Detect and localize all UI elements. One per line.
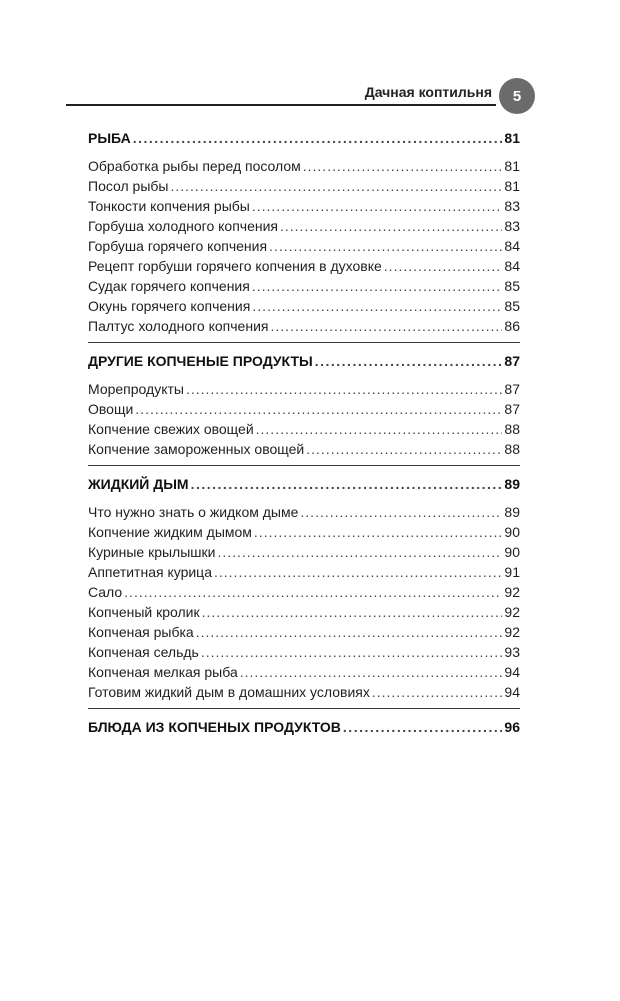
toc-entry[interactable] — [88, 582, 520, 602]
toc-entry[interactable] — [88, 602, 520, 622]
entry-page-number: 92 — [504, 584, 520, 600]
page-number-badge: 5 — [499, 78, 535, 114]
toc-section — [88, 466, 520, 709]
section-page-number: 87 — [504, 353, 520, 369]
section-page-number: 96 — [504, 719, 520, 735]
entry-title: Горбуша горячего копчения — [88, 238, 268, 254]
toc-section — [88, 126, 520, 343]
dot-leader — [214, 562, 502, 582]
toc-entry[interactable] — [88, 256, 520, 276]
toc-entry[interactable] — [88, 176, 520, 196]
toc-entry[interactable] — [88, 236, 520, 256]
dot-leader — [201, 642, 503, 662]
toc-section-heading[interactable] — [88, 126, 520, 150]
dot-leader — [254, 522, 503, 542]
toc-entry[interactable] — [88, 296, 520, 316]
dot-leader — [124, 582, 502, 602]
entry-title: Копченый кролик — [88, 604, 200, 620]
entry-page-number: 86 — [504, 318, 520, 334]
header-rule — [66, 104, 496, 106]
section-page-number: 81 — [504, 130, 520, 146]
dot-leader — [186, 379, 502, 399]
entry-title: Копчение замороженных овощей — [88, 441, 305, 457]
dot-leader — [252, 276, 503, 296]
entry-title: Сало — [88, 584, 123, 600]
dot-leader — [240, 662, 503, 682]
toc-entry[interactable] — [88, 542, 520, 562]
section-page-number: 89 — [504, 476, 520, 492]
entry-page-number: 81 — [504, 178, 520, 194]
entry-title: Окунь горячего копчения — [88, 298, 251, 314]
toc-section — [88, 343, 520, 466]
entry-page-number: 92 — [504, 624, 520, 640]
dot-leader — [170, 176, 502, 196]
entry-title: Аппетитная курица — [88, 564, 212, 580]
running-header — [66, 80, 536, 106]
dot-leader — [372, 682, 503, 702]
toc-entry[interactable] — [88, 502, 520, 522]
entry-title: Палтус холодного копчения — [88, 318, 269, 334]
entry-page-number: 83 — [504, 218, 520, 234]
toc-entry[interactable] — [88, 682, 520, 702]
toc-entry[interactable] — [88, 439, 520, 459]
entry-page-number: 83 — [504, 198, 520, 214]
entry-title: Тонкости копчения рыбы — [88, 198, 250, 214]
entry-page-number: 94 — [504, 664, 520, 680]
table-of-contents — [88, 126, 520, 739]
entry-page-number: 84 — [504, 238, 520, 254]
entry-page-number: 88 — [504, 441, 520, 457]
entry-page-number: 91 — [504, 564, 520, 580]
entry-title: Копчение жидким дымом — [88, 524, 252, 540]
dot-leader — [135, 399, 502, 419]
toc-entry[interactable] — [88, 316, 520, 336]
entry-page-number: 84 — [504, 258, 520, 274]
dot-leader — [256, 419, 503, 439]
section-title: БЛЮДА ИЗ КОПЧЕНЫХ ПРОДУКТОВ — [88, 719, 341, 735]
section-title: ДРУГИЕ КОПЧЕНЫЕ ПРОДУКТЫ — [88, 353, 313, 369]
dot-leader — [269, 236, 502, 256]
dot-leader — [303, 156, 503, 176]
entry-title: Горбуша холодного копчения — [88, 218, 278, 234]
dot-leader — [202, 602, 503, 622]
section-title: РЫБА — [88, 130, 131, 146]
toc-entry[interactable] — [88, 399, 520, 419]
toc-entry[interactable] — [88, 379, 520, 399]
toc-entry[interactable] — [88, 276, 520, 296]
entry-page-number: 94 — [504, 684, 520, 700]
toc-entry[interactable] — [88, 216, 520, 236]
toc-entry[interactable] — [88, 662, 520, 682]
toc-section — [88, 709, 520, 739]
entry-page-number: 87 — [504, 381, 520, 397]
dot-leader — [191, 472, 503, 496]
entry-page-number: 90 — [504, 544, 520, 560]
toc-entry[interactable] — [88, 156, 520, 176]
entry-title: Что нужно знать о жидком дыме — [88, 504, 299, 520]
dot-leader — [217, 542, 502, 562]
entry-page-number: 87 — [504, 401, 520, 417]
entry-title: Копченая мелкая рыба — [88, 664, 238, 680]
dot-leader — [343, 715, 503, 739]
toc-entry[interactable] — [88, 196, 520, 216]
toc-section-heading[interactable] — [88, 715, 520, 739]
entry-page-number: 85 — [504, 298, 520, 314]
entry-title: Овощи — [88, 401, 134, 417]
dot-leader — [315, 349, 503, 373]
toc-section-heading[interactable] — [88, 472, 520, 496]
entry-title: Судак горячего копчения — [88, 278, 250, 294]
dot-leader — [252, 296, 502, 316]
section-title: ЖИДКИЙ ДЫМ — [88, 476, 189, 492]
toc-entry[interactable] — [88, 622, 520, 642]
dot-leader — [306, 439, 502, 459]
entry-title: Обработка рыбы перед посолом — [88, 158, 301, 174]
entry-page-number: 88 — [504, 421, 520, 437]
dot-leader — [280, 216, 502, 236]
entry-title: Куриные крылышки — [88, 544, 216, 560]
entry-page-number: 89 — [504, 504, 520, 520]
entry-title: Рецепт горбуши горячего копчения в духовке — [88, 258, 382, 274]
entry-title: Копченая рыбка — [88, 624, 194, 640]
dot-leader — [196, 622, 503, 642]
dot-leader — [252, 196, 503, 216]
entry-title: Посол рыбы — [88, 178, 169, 194]
entry-page-number: 85 — [504, 278, 520, 294]
dot-leader — [300, 502, 502, 522]
toc-entry[interactable] — [88, 419, 520, 439]
dot-leader — [270, 316, 502, 336]
running-header-title: Дачная коптильня — [364, 84, 492, 100]
toc-entry[interactable] — [88, 642, 520, 662]
entry-page-number: 81 — [504, 158, 520, 174]
toc-entry[interactable] — [88, 562, 520, 582]
toc-entry[interactable] — [88, 522, 520, 542]
entry-page-number: 92 — [504, 604, 520, 620]
dot-leader — [133, 126, 503, 150]
entry-title: Копчение свежих овощей — [88, 421, 254, 437]
entry-title: Морепродукты — [88, 381, 184, 397]
entry-title: Готовим жидкий дым в домашних условиях — [88, 684, 370, 700]
entry-page-number: 93 — [504, 644, 520, 660]
toc-section-heading[interactable] — [88, 349, 520, 373]
dot-leader — [384, 256, 503, 276]
entry-page-number: 90 — [504, 524, 520, 540]
entry-title: Копченая сельдь — [88, 644, 199, 660]
